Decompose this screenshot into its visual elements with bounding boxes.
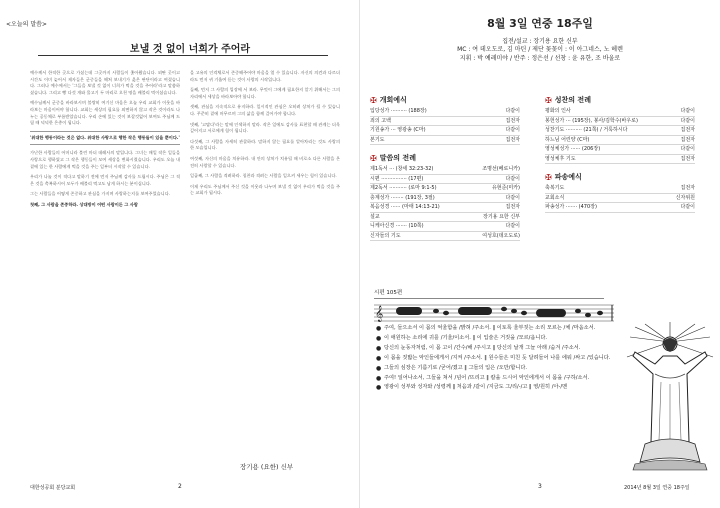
liturgy-row	[545, 145, 695, 155]
liturgy-item-role: 집전자	[680, 136, 695, 143]
liturgy-row	[370, 175, 520, 185]
sermon-column-1	[30, 70, 180, 450]
liturgy-item-role: 다같이	[505, 175, 520, 182]
sermon-paragraph: 우리가 나눌 것이 적다고 말하기 전에 먼저 주님께 감사를 드립시다. 주님은 그 적은 것을 축복하시어 모두가 배불리 먹고도 남게 하시는 분이십니다.	[30, 174, 180, 186]
liturgy-row	[545, 194, 695, 204]
page-number-left: 2	[178, 483, 182, 490]
section-tag: <오늘의 말씀>	[6, 21, 47, 28]
liturgy-row	[370, 232, 520, 242]
liturgy-row	[370, 117, 520, 127]
liturgy-item-role: 다같이	[505, 127, 520, 133]
liturgy-item-role: 여성호(데오도로)	[482, 232, 520, 239]
footer-church: 대한성공회 분당교회	[30, 485, 76, 491]
liturgy-section-title: 성찬의 전례	[554, 96, 591, 104]
liturgy-item-name: 신자들의 기도	[370, 232, 401, 239]
sermon-paragraph: 이제 우리도 주님께서 주신 것을 이웃과 나누며 보낼 것 없이 우리가 먹을 것을 주는 교회가 됩시다.	[190, 183, 340, 196]
sermon-paragraph: 예수님께서 군중을 바라보시며 불쌍히 여기신 마음은 오늘 우리 교회가 이웃을 바라보는 마음이어야 합니다. 교회는 세상의 필요를 외면하지 않고 작은 것이라도 나누는 공동체로 부름받았습니다. 우리 손에 있는 것이 보잘것없어 보여도 주님께 드릴 때 넉넉한 은총이 됩니다.	[30, 100, 180, 126]
liturgy-right	[545, 95, 695, 213]
liturgy-item-name: 교회소식	[545, 194, 565, 201]
liturgy-item-name: 평화의 인사	[545, 108, 571, 114]
psalm-verse	[376, 355, 626, 362]
liturgy-section-header	[545, 95, 695, 105]
liturgy-item-name: 본기도	[370, 136, 385, 143]
verse-bullet-icon: ●	[376, 374, 382, 382]
liturgy-item-name: 기원송가 ··· 영광송 (C마)	[370, 127, 426, 133]
right-page	[360, 0, 720, 508]
sermon-signature: 장기용 (요한) 신부	[240, 463, 294, 471]
liturgy-item-role: 조명선(베로니카)	[482, 166, 520, 172]
liturgy-item-name: 제2독서 ··········· (로마 9:1-5)	[370, 185, 437, 191]
liturgy-row	[545, 136, 695, 146]
liturgy-item-role: 다같이	[680, 146, 695, 152]
liturgy-row	[545, 126, 695, 136]
liturgy-item-name: 죄의 고백	[370, 117, 391, 124]
liturgy-item-role: 집전자	[505, 117, 520, 124]
verse-bullet-icon: ●	[376, 384, 382, 392]
liturgy-item-role: 다같이	[680, 108, 695, 114]
service-title: 8월 3일 연중 18주일	[487, 17, 593, 30]
sermon-paragraph: 첫째, 그 사람을 존중하라. 상대방이 어떤 사람이든 그 사람	[30, 201, 138, 207]
psalm-verse-text: 주여! 일어나소서, 그들을 쳐서 /넘어 /뜨리고 ‖ 칼을 드시어 악인에게서 이 몸을 /구하/소서.	[384, 374, 590, 381]
sermon-title: 보낼 것 없이 너희가 주어라	[129, 44, 251, 55]
sermon-paragraph: 둘째, 먼저 그 사람의 입장에 서 보라. 무엇이 그에게 필요한지 알기 위해서는 그의 자리에서 세상을 바라보아야 합니다.	[190, 87, 340, 99]
verse-bullet-icon: ●	[376, 334, 382, 342]
liturgy-item-name: 시편 ················ (17편)	[370, 175, 424, 182]
sermon-paragraph: 다섯째, 그 사람을 자세히 관찰하라. 말하지 않는 필요를 알아차리는 것도 사랑의 한 모습입니다.	[190, 138, 340, 151]
psalm-verse	[376, 384, 626, 391]
music-staff	[374, 302, 614, 322]
liturgy-item-name: 파송성가 ······· (470장)	[545, 204, 597, 210]
sermon-paragraph: 그는 사람들을 어떻게 존중하고 관심을 가지며 사랑하는지를 보여주었습니다.	[30, 191, 171, 197]
liturgy-item-role: 다같이	[680, 204, 695, 210]
liturgy-item-role: 장기용 요한 신부	[483, 213, 520, 220]
sermon-paragraph: 일곱째, 그 사람을 격려하라. 칭찬과 격려는 사람을 일으켜 세우는 힘이 있습니다.	[190, 173, 337, 179]
liturgy-item-name: 봉헌성가 ··· (195장), 봉사/김학수(바우로)	[545, 117, 638, 124]
sermon-paragraph: 셋째, 관심을 지속적으로 유지하라. 일시적인 관심은 오히려 상처가 될 수 있습니다. 꾸준히 곁에 머무르며 그의 삶을 함께 걸어가야 합니다.	[190, 104, 340, 116]
liturgy-row	[545, 155, 695, 165]
psalm-verse-text: 그들의 심장은 기름기로 /굳어/졌고 ‖ 그들의 입은 /오만/합니다.	[384, 364, 528, 371]
sermon-paragraph: 가난한 사람들의 어머니라 불린 마더 데레사의 말입니다. 그녀는 매일 작은 일들을 사랑으로 행하였고 그 작은 행동들이 모여 세상을 변화시켰습니다. 우리도 오늘 내 곁에 있는 한 사람에게 먹을 것을 주는 일부터 시작할 수 있습니다.	[30, 150, 180, 169]
cross-icon: ✠	[370, 95, 377, 105]
liturgy-item-role: 신자위원	[675, 194, 695, 201]
cross-icon: ✠	[545, 172, 552, 182]
liturgy-row	[370, 165, 520, 175]
sermon-paragraph: 예수께서 한적한 곳으로 가셨는데 그곳까지 사람들이 좇아왔습니다. 외딴 곳이고 시간도 이미 늦어서 제자들은 군중들을 해쳐 보내기가 옳은 판단이라고 여겼습니다. 그러나 예수께서는 '그들을 보낼 것 없이 너희가 먹을 것을 주어라'라고 말씀하셨습니다. 그리고 빵 다섯 개와 물고기 두 마리로 오천 명을 배불리 먹이셨습니다.	[30, 70, 180, 95]
liturgy-row	[370, 126, 520, 136]
psalm-verse-text: 당신의 눈동자처럼, 이 몸 고이 /간수/해 /주시고 ‖ 당신의 날개 그늘 아래 /숨겨 /주소서.	[384, 344, 581, 351]
liturgy-section-title: 파송예식	[554, 173, 582, 181]
liturgy-item-name: 영성체성가 ······ (206장)	[545, 146, 601, 152]
page-number-right: 3	[538, 483, 542, 490]
sermon-paragraph: 을 고유의 인격체로서 존중해주어야 마음을 열 수 있습니다. 자신의 의견과 다르더라도 먼저 귀 기울여 듣는 것이 사랑의 시작입니다.	[190, 70, 340, 82]
psalm-rule	[374, 298, 604, 299]
credit-line: MC : 여 데오도로, 김 마틴 / 제단 꽃꽂이 : 이 아그네스, 노 헤렌	[457, 46, 623, 54]
verse-bullet-icon: ●	[376, 354, 382, 362]
psalm-verse-text: 영광이 성부와 성자와 /성령께 ‖ 처음과 /같이 /지금도 그/리/-/고 ‖ 영/원히 /아-/멘	[384, 384, 568, 391]
liturgy-section-header	[370, 153, 520, 163]
svg-text:𝄞: 𝄞	[375, 306, 384, 322]
sermon-column-2	[190, 70, 340, 450]
verse-bullet-icon: ●	[376, 325, 382, 332]
credit-line: 지휘 : 박 예레미야 / 반주 : 정은선 / 선창 : 윤 유한, 조 바울로	[459, 54, 621, 62]
cross-icon: ✠	[370, 153, 377, 163]
psalm-verse	[376, 345, 626, 352]
liturgy-item-name: 영성체후 기도	[545, 155, 576, 162]
liturgy-item-name: 층계성가 ········ (191장, 3절)	[370, 194, 435, 201]
liturgy-item-name: 복음성경 ······ (마태 14:13-21)	[370, 204, 440, 210]
liturgy-item-role: 집전자	[505, 136, 520, 143]
liturgy-row	[545, 117, 695, 127]
liturgy-item-role: 다같이	[505, 223, 520, 229]
psalm-verse	[376, 325, 626, 332]
liturgy-item-role: 집전자	[680, 155, 695, 162]
psalm-verse-text: 이 애원하는 소리에 귀를 /기울/이소서. ‖ 이 입술은 거짓을 /모르/옵니다.	[384, 334, 548, 341]
liturgy-row	[545, 203, 695, 213]
psalm-verse-text: 주여, 들으소서 이 몸의 억울함을 /밝혀 /주소서. ‖ 이토록 울부짖는 소리 모르는 /체 /마옵소서.	[384, 325, 596, 331]
liturgy-item-name: 성찬기도 ·········· (21쪽) / 거룩하시다	[545, 127, 628, 133]
liturgy-item-name: 하느님 어린양 (C마)	[545, 136, 590, 143]
cross-icon: ✠	[545, 95, 552, 105]
verse-bullet-icon: ●	[376, 344, 382, 352]
sermon-paragraph: 넷째, '고맙다'라는 말에 인색하지 말라. 작은 일에도 감사를 표현할 때 관계는 더욱 깊어지고 서로에게 힘이 됩니다.	[190, 121, 340, 134]
liturgy-item-role: 다같이	[505, 194, 520, 201]
liturgy-row	[370, 213, 520, 223]
liturgy-item-role: 집전자	[680, 185, 695, 191]
liturgy-row	[370, 107, 520, 117]
title-rule	[38, 55, 328, 56]
liturgy-item-name: 축복기도	[545, 185, 565, 191]
liturgy-row	[370, 203, 520, 213]
liturgy-row	[370, 194, 520, 204]
verse-bullet-icon: ●	[376, 364, 382, 372]
liturgy-item-role: 유현준(미카)	[491, 185, 520, 191]
liturgy-row	[370, 222, 520, 232]
psalm-verses	[376, 325, 626, 394]
liturgy-row	[545, 107, 695, 117]
liturgy-item-role: 집전자	[505, 204, 520, 210]
psalm-verse	[376, 375, 626, 382]
liturgy-left	[370, 95, 520, 241]
liturgy-item-role: 다같이	[505, 108, 520, 114]
liturgy-item-name: 입당성가 ·········· (188장)	[370, 108, 427, 114]
liturgy-item-name: 제1독서 ··· (창세 32:23-32)	[370, 166, 434, 172]
psalm-verse	[376, 365, 626, 372]
liturgy-item-name: 니케아신경 ······· (10쪽)	[370, 223, 424, 229]
liturgy-item-name: 설교	[370, 213, 380, 220]
liturgy-row	[370, 184, 520, 194]
liturgy-section-title: 말씀의 전례	[379, 154, 416, 162]
liturgy-section-header	[545, 172, 695, 182]
sermon-paragraph: '위대한 행동이라는 것은 없다. 위대한 사랑으로 행한 작은 행동들이 있을 뿐이다.'	[30, 131, 180, 146]
liturgy-section-title: 개회예식	[379, 96, 407, 104]
credit-line: 집전/설교 : 장기용 요한 신부	[502, 38, 578, 45]
psalm-label: 시편 105편	[374, 290, 403, 296]
liturgy-row	[545, 184, 695, 194]
psalm-verse-text: 이 몸을 짓밟는 악인들에게서 /지켜 /주소서. ‖ 원수들은 미친 듯 달려들어 나를 에워 /싸고 /있습니다.	[384, 354, 611, 361]
psalm-verse	[376, 335, 626, 342]
footer-date: 2014년 8월 3일 연중 18주일	[624, 485, 690, 491]
service-credits	[360, 38, 720, 63]
liturgy-item-role: 집전자	[680, 127, 695, 133]
sermon-paragraph: 여섯째, 자신의 마음을 치유하라. 내 안의 상처가 치유될 때 비로소 다른 사람을 온전히 사랑할 수 있습니다.	[190, 155, 340, 168]
liturgy-section-header	[370, 95, 520, 105]
risen-christ-illustration	[625, 322, 715, 472]
liturgy-row	[370, 136, 520, 146]
liturgy-item-role: 다같이	[680, 117, 695, 124]
